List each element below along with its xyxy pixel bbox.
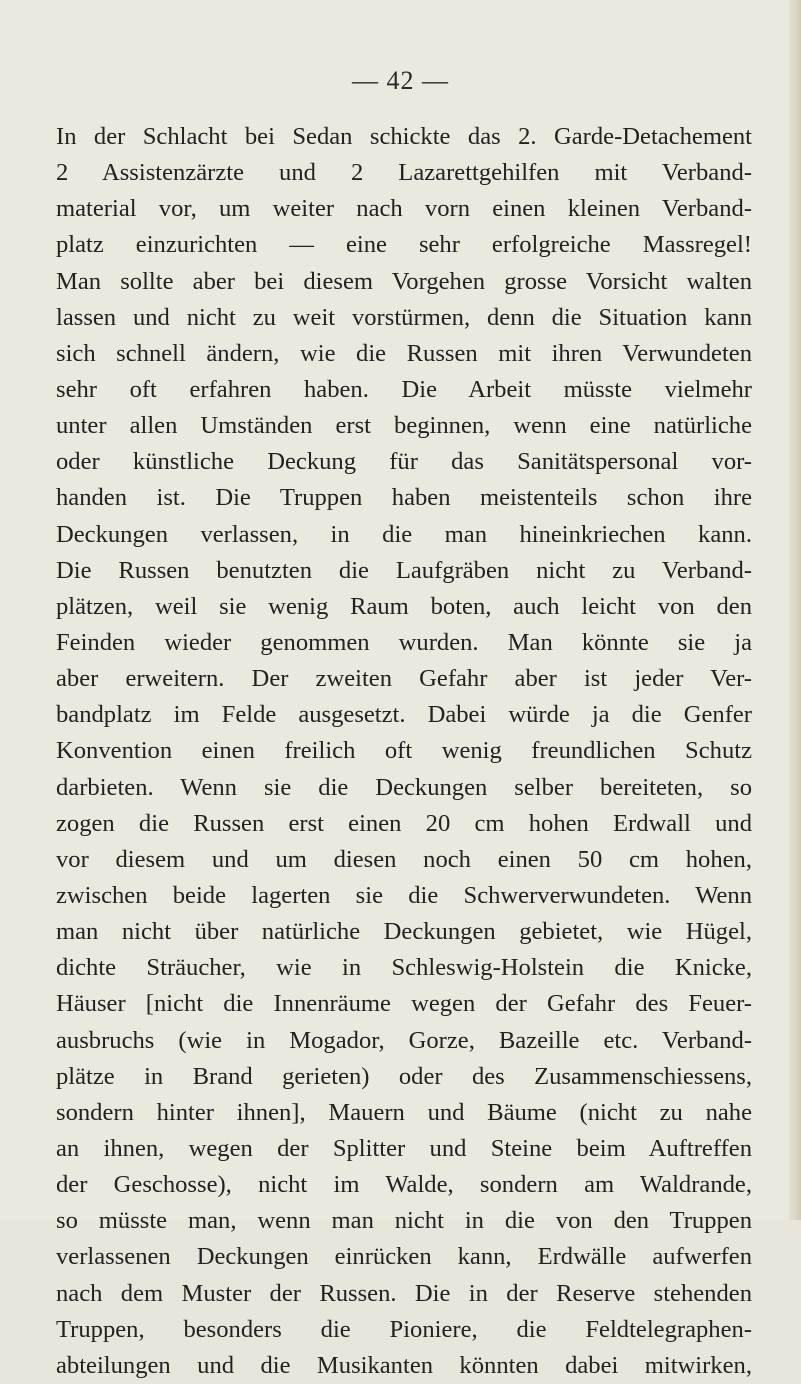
text-line: Man sollte aber bei diesem Vorgehen grosse Vorsicht walten [56, 267, 752, 295]
text-line: Deckungen verlassen, in die man hineinkriechen kann. [56, 520, 752, 548]
text-line: so müsste man, wenn man nicht in die von den Truppen [56, 1207, 752, 1235]
body-text [56, 119, 752, 1384]
text-line: platz einzurichten — eine sehr erfolgreiche Massregel! [56, 231, 752, 259]
text-line: 2 Assistenzärzte und 2 Lazarettgehilfen mit Verband- [56, 159, 752, 187]
text-line: plätze in Brand gerieten) oder des Zusammenschiessens, [56, 1062, 752, 1090]
text-line: aber erweitern. Der zweiten Gefahr aber ist jeder Ver- [56, 665, 752, 693]
text-line: darbieten. Wenn sie die Deckungen selber bereiteten, so [56, 773, 752, 801]
text-line: man nicht über natürliche Deckungen gebietet, wie Hügel, [56, 918, 752, 946]
text-line: verlassenen Deckungen einrücken kann, Erdwälle aufwerfen [56, 1243, 752, 1271]
text-line: sich schnell ändern, wie die Russen mit ihren Verwundeten [56, 339, 752, 367]
text-line: zwischen beide lagerten sie die Schwerverwundeten. Wenn [56, 881, 752, 909]
text-line: zogen die Russen erst einen 20 cm hohen Erdwall und [56, 809, 752, 837]
text-line: oder künstliche Deckung für das Sanitätspersonal vor- [56, 448, 752, 476]
text-line: an ihnen, wegen der Splitter und Steine beim Auftreffen [56, 1134, 752, 1162]
text-line: ausbruchs (wie in Mogador, Gorze, Bazeille etc. Verband- [56, 1026, 752, 1054]
text-line: Konvention einen freilich oft wenig freundlichen Schutz [56, 737, 752, 765]
text-line: bandplatz im Felde ausgesetzt. Dabei würde ja die Genfer [56, 701, 752, 729]
text-line: In der Schlacht bei Sedan schickte das 2. Garde-Detachement [56, 123, 752, 150]
text-line: Truppen, besonders die Pioniere, die Feldtelegraphen- [56, 1315, 752, 1343]
text-line: sehr oft erfahren haben. Die Arbeit müsste vielmehr [56, 375, 752, 403]
text-line: nach dem Muster der Russen. Die in der Reserve stehenden [56, 1279, 752, 1307]
text-line: dichte Sträucher, wie in Schleswig-Holstein die Knicke, [56, 954, 752, 982]
text-line: unter allen Umständen erst beginnen, wenn eine natürliche [56, 412, 752, 440]
text-line: Die Russen benutzten die Laufgräben nicht zu Verband- [56, 556, 752, 584]
page-edge [789, 0, 801, 1220]
text-line: plätzen, weil sie wenig Raum boten, auch leicht von den [56, 592, 752, 620]
text-line: Feinden wieder genommen wurden. Man könnte sie ja [56, 628, 752, 656]
text-line: sondern hinter ihnen], Mauern und Bäume (nicht zu nahe [56, 1098, 752, 1126]
text-line: vor diesem und um diesen noch einen 50 cm hohen, [56, 845, 752, 873]
text-line: lassen und nicht zu weit vorstürmen, denn die Situation kann [56, 303, 752, 331]
text-line: abteilungen und die Musikanten könnten dabei mitwirken, [56, 1351, 752, 1379]
text-line: material vor, um weiter nach vorn einen kleinen Verband- [56, 195, 752, 223]
page-number: — 42 — [352, 66, 449, 95]
text-line: der Geschosse), nicht im Walde, sondern am Waldrande, [56, 1171, 752, 1199]
text-line: handen ist. Die Truppen haben meistenteils schon ihre [56, 484, 752, 512]
text-line: Häuser [nicht die Innenräume wegen der Gefahr des Feuer- [56, 990, 752, 1018]
